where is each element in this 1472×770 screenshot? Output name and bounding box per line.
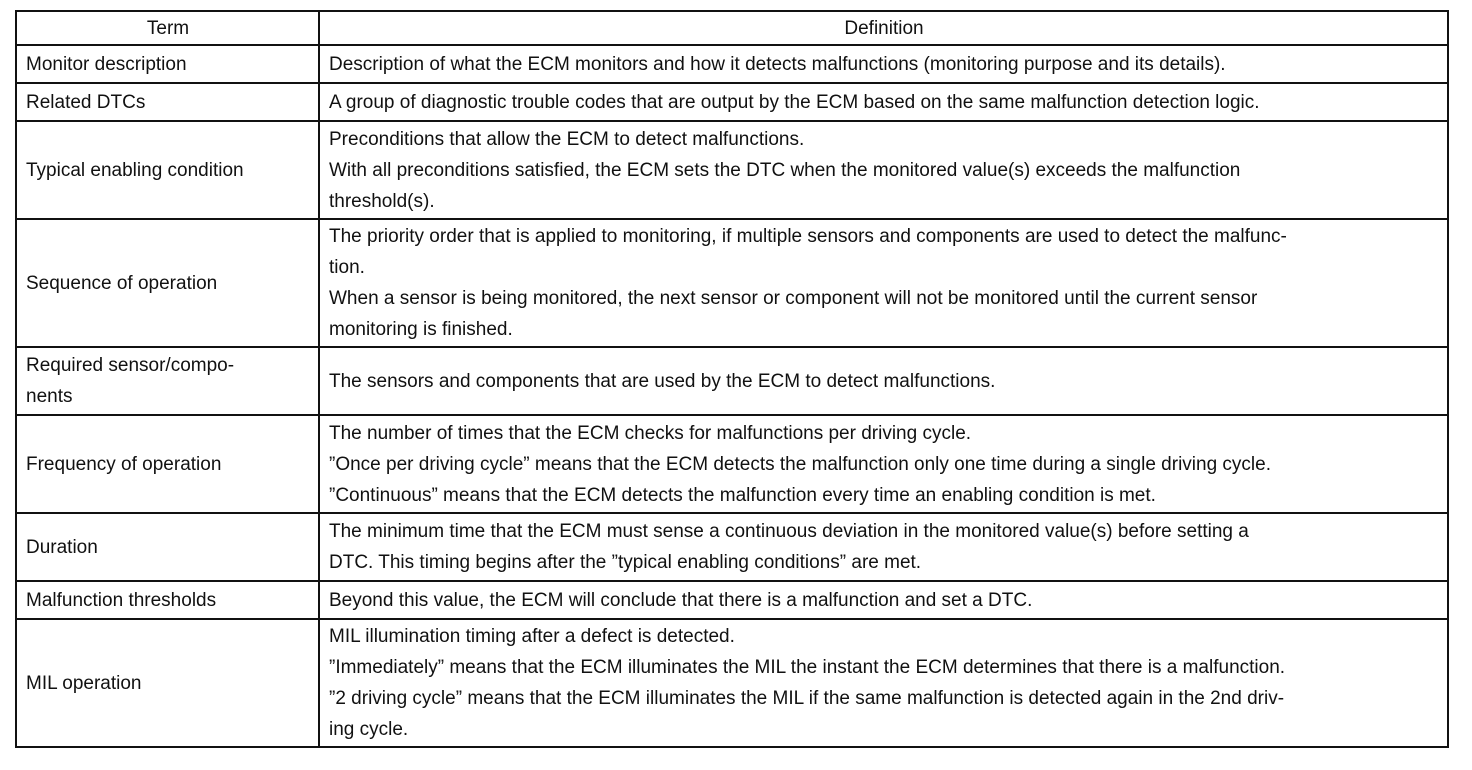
definition-cell bbox=[319, 581, 1448, 619]
definition-line: Beyond this value, the ECM will conclude that there is a malfunction and set a DTC. bbox=[329, 589, 1033, 611]
header-term: Term bbox=[16, 11, 319, 45]
definition-cell bbox=[319, 347, 1448, 415]
definition-line: DTC. This timing begins after the ”typical enabling conditions” are met. bbox=[329, 552, 922, 573]
definition-cell bbox=[319, 619, 1448, 747]
term-text: Typical enabling condition bbox=[26, 159, 244, 181]
term-cell bbox=[16, 83, 319, 121]
table-header-row bbox=[16, 11, 1448, 45]
definition-line: A group of diagnostic trouble codes that are output by the ECM based on the same malfunction detection logic. bbox=[329, 91, 1260, 113]
table-row bbox=[16, 347, 1448, 415]
definition-cell bbox=[319, 83, 1448, 121]
term-text: nents bbox=[26, 386, 73, 407]
definition-line: Preconditions that allow the ECM to detect malfunctions. bbox=[329, 128, 805, 150]
term-cell bbox=[16, 415, 319, 513]
table-row bbox=[16, 581, 1448, 619]
term-text: Malfunction thresholds bbox=[26, 589, 217, 611]
definition-cell bbox=[319, 415, 1448, 513]
definition-cell bbox=[319, 513, 1448, 581]
definition-line: threshold(s). bbox=[329, 190, 435, 212]
definition-line: The number of times that the ECM checks for malfunctions per driving cycle. bbox=[329, 422, 972, 444]
definition-line: With all preconditions satisfied, the ECM sets the DTC when the monitored value(s) exceeds the malfunction bbox=[329, 159, 1241, 181]
term-cell bbox=[16, 219, 319, 347]
definition-line: ”2 driving cycle” means that the ECM illuminates the MIL if the same malfunction is detected again in the 2nd driv- bbox=[329, 688, 1285, 709]
definition-line: When a sensor is being monitored, the next sensor or component will not be monitored until the current sensor bbox=[329, 288, 1258, 309]
definition-cell bbox=[319, 219, 1448, 347]
definition-line: ing cycle. bbox=[329, 719, 409, 740]
terms-definition-table bbox=[15, 10, 1449, 748]
definition-line: MIL illumination timing after a defect is detected. bbox=[329, 626, 735, 647]
term-cell bbox=[16, 581, 319, 619]
term-cell bbox=[16, 513, 319, 581]
term-text: Related DTCs bbox=[26, 91, 146, 113]
definition-line: The minimum time that the ECM must sense a continuous deviation in the monitored value(s) before setting a bbox=[329, 521, 1249, 542]
table-row bbox=[16, 415, 1448, 513]
definition-line: The sensors and components that are used by the ECM to detect malfunctions. bbox=[329, 370, 996, 392]
definition-line: monitoring is finished. bbox=[329, 319, 513, 340]
term-cell bbox=[16, 121, 319, 219]
definition-cell bbox=[319, 45, 1448, 83]
table-row bbox=[16, 45, 1448, 83]
header-definition: Definition bbox=[319, 11, 1448, 45]
table-row bbox=[16, 83, 1448, 121]
term-text: Monitor description bbox=[26, 53, 187, 75]
table-row bbox=[16, 619, 1448, 747]
term-text: Required sensor/compo- bbox=[26, 355, 235, 376]
table-row bbox=[16, 219, 1448, 347]
definition-line: Description of what the ECM monitors and how it detects malfunctions (monitoring purpose and its details). bbox=[329, 53, 1226, 75]
definition-line: ”Once per driving cycle” means that the ECM detects the malfunction only one time during a single driving cycle. bbox=[329, 453, 1272, 475]
definition-line: ”Continuous” means that the ECM detects the malfunction every time an enabling condition is met. bbox=[329, 484, 1156, 506]
term-cell bbox=[16, 347, 319, 415]
definition-cell bbox=[319, 121, 1448, 219]
definition-line: The priority order that is applied to monitoring, if multiple sensors and components are used to detect the malfunc- bbox=[329, 226, 1287, 247]
definition-line: ”Immediately” means that the ECM illuminates the MIL the instant the ECM determines that there is a malfunction. bbox=[329, 657, 1286, 678]
table-row bbox=[16, 513, 1448, 581]
term-cell bbox=[16, 619, 319, 747]
term-text: Sequence of operation bbox=[26, 272, 218, 294]
term-cell bbox=[16, 45, 319, 83]
term-text: Frequency of operation bbox=[26, 453, 222, 475]
table-row bbox=[16, 121, 1448, 219]
term-text: MIL operation bbox=[26, 672, 142, 694]
term-text: Duration bbox=[26, 536, 98, 558]
definition-line: tion. bbox=[329, 257, 365, 278]
